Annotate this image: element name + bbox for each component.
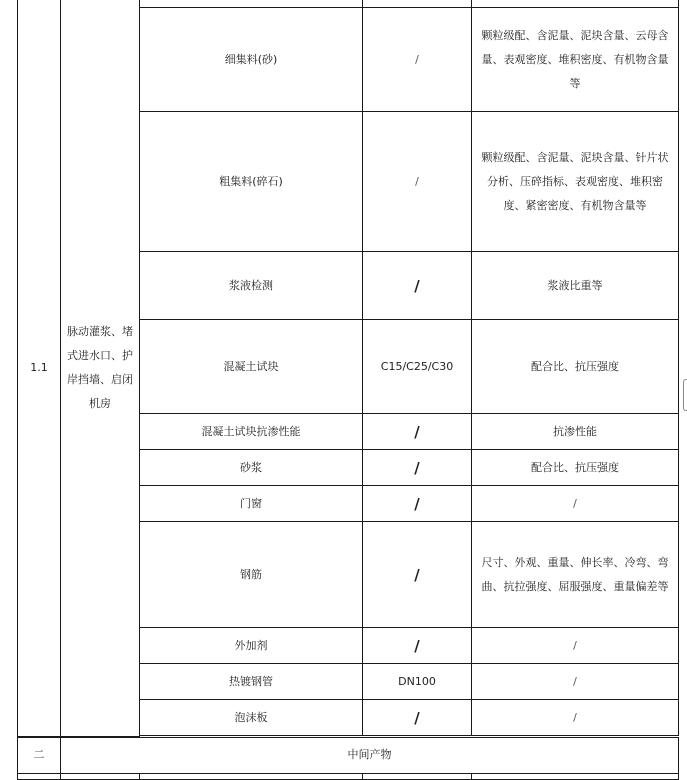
section-number: 1.1 xyxy=(30,360,48,374)
section-2-number: 二 xyxy=(18,737,61,773)
spec-value: / xyxy=(363,486,472,522)
spec-value: / xyxy=(363,450,472,486)
test-items: / xyxy=(472,628,679,664)
part-name: 脉动灌浆、堵式进水口、护岸挡墙、启闭机房 xyxy=(67,324,133,410)
section-2-title: 中间产物 xyxy=(61,737,679,773)
item-name: 泡沫板 xyxy=(140,700,363,736)
spec-value: / xyxy=(363,700,472,736)
table-row-top-stub xyxy=(18,0,679,8)
spec-value: / xyxy=(363,628,472,664)
test-items: 配合比、抗压强度 xyxy=(472,450,679,486)
spec-value: / xyxy=(363,414,472,450)
test-items: 颗粒级配、含泥量、泥块含量、针片状分析、压碎指标、表观密度、堆积密度、紧密密度、有机物含量等 xyxy=(472,112,679,252)
test-items: / xyxy=(472,486,679,522)
test-items: / xyxy=(472,664,679,700)
item-name: 钢筋 xyxy=(140,522,363,628)
item-name: 外加剂 xyxy=(140,628,363,664)
spec-value: DN100 xyxy=(363,664,472,700)
test-items: 配合比、抗压强度 xyxy=(472,320,679,414)
table-row-bottom-stub xyxy=(18,773,679,779)
item-name: 浆液检测 xyxy=(140,252,363,320)
item-name: 粗集料(碎石) xyxy=(140,112,363,252)
item-name: 门窗 xyxy=(140,486,363,522)
page-edge-handle xyxy=(683,379,687,411)
spec-value: / xyxy=(363,112,472,252)
item-name: 混凝土试块 xyxy=(140,320,363,414)
section-header-row xyxy=(18,737,679,773)
item-name: 混凝土试块抗渗性能 xyxy=(140,414,363,450)
test-items: 颗粒级配、含泥量、泥块含量、云母含量、表观密度、堆积密度、有机物含量等 xyxy=(472,8,679,112)
item-name: 热镀钢管 xyxy=(140,664,363,700)
spec-value: / xyxy=(363,8,472,112)
item-name: 细集料(砂) xyxy=(140,8,363,112)
section-number-cell xyxy=(18,0,61,736)
spec-value: C15/C25/C30 xyxy=(363,320,472,414)
spec-value: / xyxy=(363,522,472,628)
spec-value: / xyxy=(363,252,472,320)
test-items: 抗渗性能 xyxy=(472,414,679,450)
part-name-cell xyxy=(61,0,140,736)
test-items: / xyxy=(472,700,679,736)
item-name: 砂浆 xyxy=(140,450,363,486)
test-items: 尺寸、外观、重量、伸长率、冷弯、弯曲、抗拉强度、屈服强度、重量偏差等 xyxy=(472,522,679,628)
materials-test-table xyxy=(17,0,679,780)
test-items: 浆液比重等 xyxy=(472,252,679,320)
